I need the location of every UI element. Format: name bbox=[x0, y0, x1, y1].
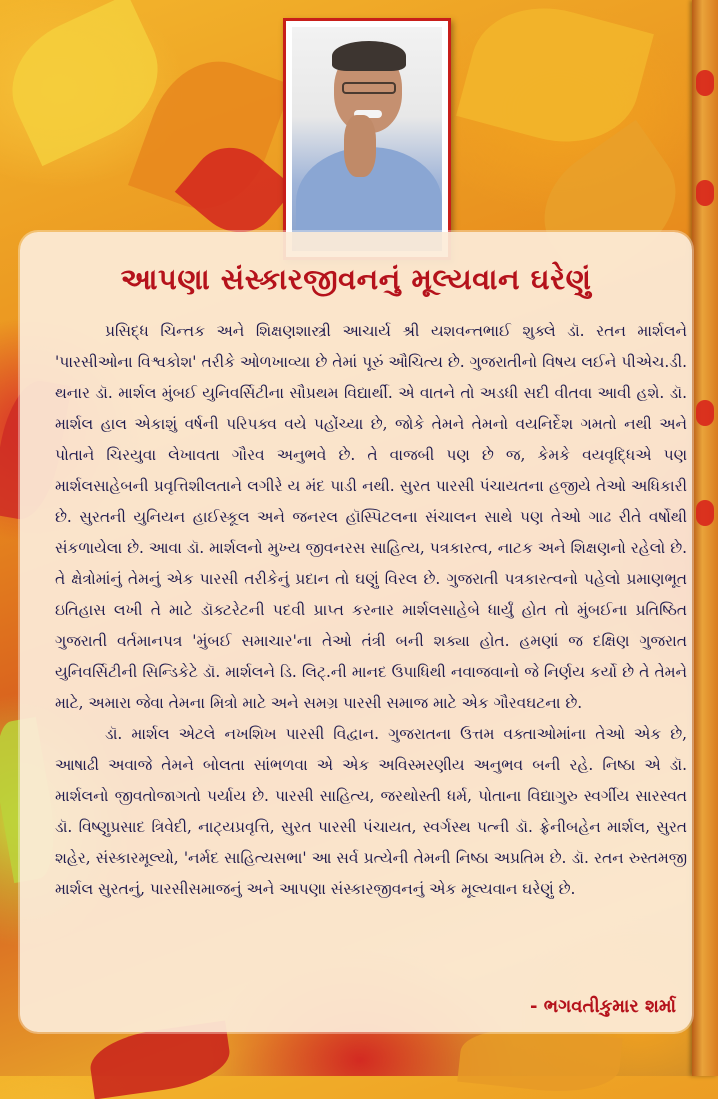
article-paragraph: ડૉ. માર્શલ એટલે નખશિખ પારસી વિદ્વાન. ગુજરાતના ઉત્તમ વક્તાઓમાંના તેઓ એક છે, આષાઢી અવાજે તેમને બોલતા સાંભળવા એ એક અવિસ્મરણીય અનુભવ બની રહે. નિષ્ઠા એ ડૉ. માર્શલનો જીવતોજાગતો પર્યાય છે. પારસી સાહિત્ય, જરથોસ્તી ધર્મ, પોતાના વિદ્યાગુરુ સ્વર્ગીય સારસ્વત ડૉ. વિષ્ણુપ્રસાદ ત્રિવેદી, નાટ્યપ્રવૃત્તિ, સુરત પારસી પંચાયત, સ્વર્ગસ્થ પત્ની ડૉ. ફ્રેનીબહેન માર્શલ, સુરત શહેર, સંસ્કારમૂલ્યો, 'નર્મદ સાહિત્યસભા' આ સર્વ પ્રત્યેની તેમની નિષ્ઠા અપ્રતિમ છે. ડૉ. રતન રુસ્તમજી માર્શલ સુરતનું, પારસીસમાજનું અને આપણા સંસ્કારજીવનનું એક મૂલ્યવાન ઘરેણું છે. bbox=[55, 725, 687, 898]
spine-mark bbox=[696, 70, 714, 96]
author-signature: - ભગવતીકુમાર શર્મા bbox=[530, 996, 676, 1017]
portrait-hair bbox=[332, 41, 406, 71]
article-body bbox=[55, 316, 687, 905]
portrait-hand bbox=[344, 115, 376, 177]
portrait-glasses bbox=[342, 82, 396, 94]
book-spine bbox=[692, 0, 718, 1076]
spine-mark bbox=[696, 400, 714, 426]
spine-mark bbox=[696, 500, 714, 526]
leaf-decoration bbox=[457, 1022, 622, 1098]
spine-mark bbox=[696, 180, 714, 206]
article-paragraph: પ્રસિદ્ધ ચિન્તક અને શિક્ષણશાસ્ત્રી આચાર્ય શ્રી યશવન્તભાઈ શુક્લે ડૉ. રતન માર્શલને 'પારસીઓના વિશ્વકોશ' તરીકે ઓળખાવ્યા છે તેમાં પૂરું ઔચિત્ય છે. ગુજરાતીનો વિષય લઈને પીએચ.ડી. થનાર ડૉ. માર્શલ મુંબઈ યુનિવર્સિટીના સૌપ્રથમ વિદ્યાર્થી. એ વાતને તો અડધી સદી વીતવા આવી હશે. ડૉ. માર્શલ હાલ એકાશું વર્ષની પરિપક્વ વયે પહોંચ્યા છે, જોકે તેમને તેમનો વયનિર્દેશ ગમતો નથી અને પોતાને ચિરયુવા લેખાવતા ગૌરવ અનુભવે છે. તે વાજબી પણ છે જ, કેમકે વયવૃદ્ધિએ પણ માર્શલસાહેબની પ્રવૃત્તિશીલતાને લગીરે ય મંદ પાડી નથી. સુરત પારસી પંચાયતના હજીયે તેઓ અધિકારી છે. સુરતની યુનિયન હાઈસ્કૂલ અને જનરલ હૉસ્પિટલના સંચાલન સાથે પણ તેઓ ગાઢ રીતે વર્ષોથી સંકળાયેલા છે. આવા ડૉ. માર્શલનો મુખ્ય જીવનરસ સાહિત્ય, પત્રકારત્વ, નાટક અને શિક્ષણનો રહેલો છે. તે ક્ષેત્રોમાંનું તેમનું એક પારસી તરીકેનું પ્રદાન તો ઘણું વિરલ છે. ગુજરાતી પત્રકારત્વનો પહેલો પ્રમાણભૂત ઇતિહાસ લખી તે માટે ડૉક્ટરેટની પદવી પ્રાપ્ત કરનાર માર્શલસાહેબે ધાર્યું હોત તો મુંબઈના પ્રતિષ્ઠિત ગુજરાતી વર્તમાનપત્ર 'મુંબઈ સમાચાર'ના તેઓ તંત્રી બની શક્યા હોત. હમણાં જ દક્ષિણ ગુજરાત યુનિવર્સિટીની સિન્ડિકેટે ડૉ. માર્શલને ડિ. લિટ્.ની માનદ ઉપાધિથી નવાજવાનો જે નિર્ણય કર્યો છે તે તેમને માટે, અમારા જેવા તેમના મિત્રો માટે અને સમગ્ર પારસી સમાજ માટે એક ગૌરવઘટના છે. bbox=[55, 322, 687, 712]
author-photo bbox=[283, 18, 451, 260]
portrait-image bbox=[292, 27, 442, 251]
leaf-decoration bbox=[87, 1021, 234, 1099]
article-title: આપણા સંસ્કારજીવનનું મૂલ્યવાન ઘરેણું bbox=[120, 262, 592, 296]
